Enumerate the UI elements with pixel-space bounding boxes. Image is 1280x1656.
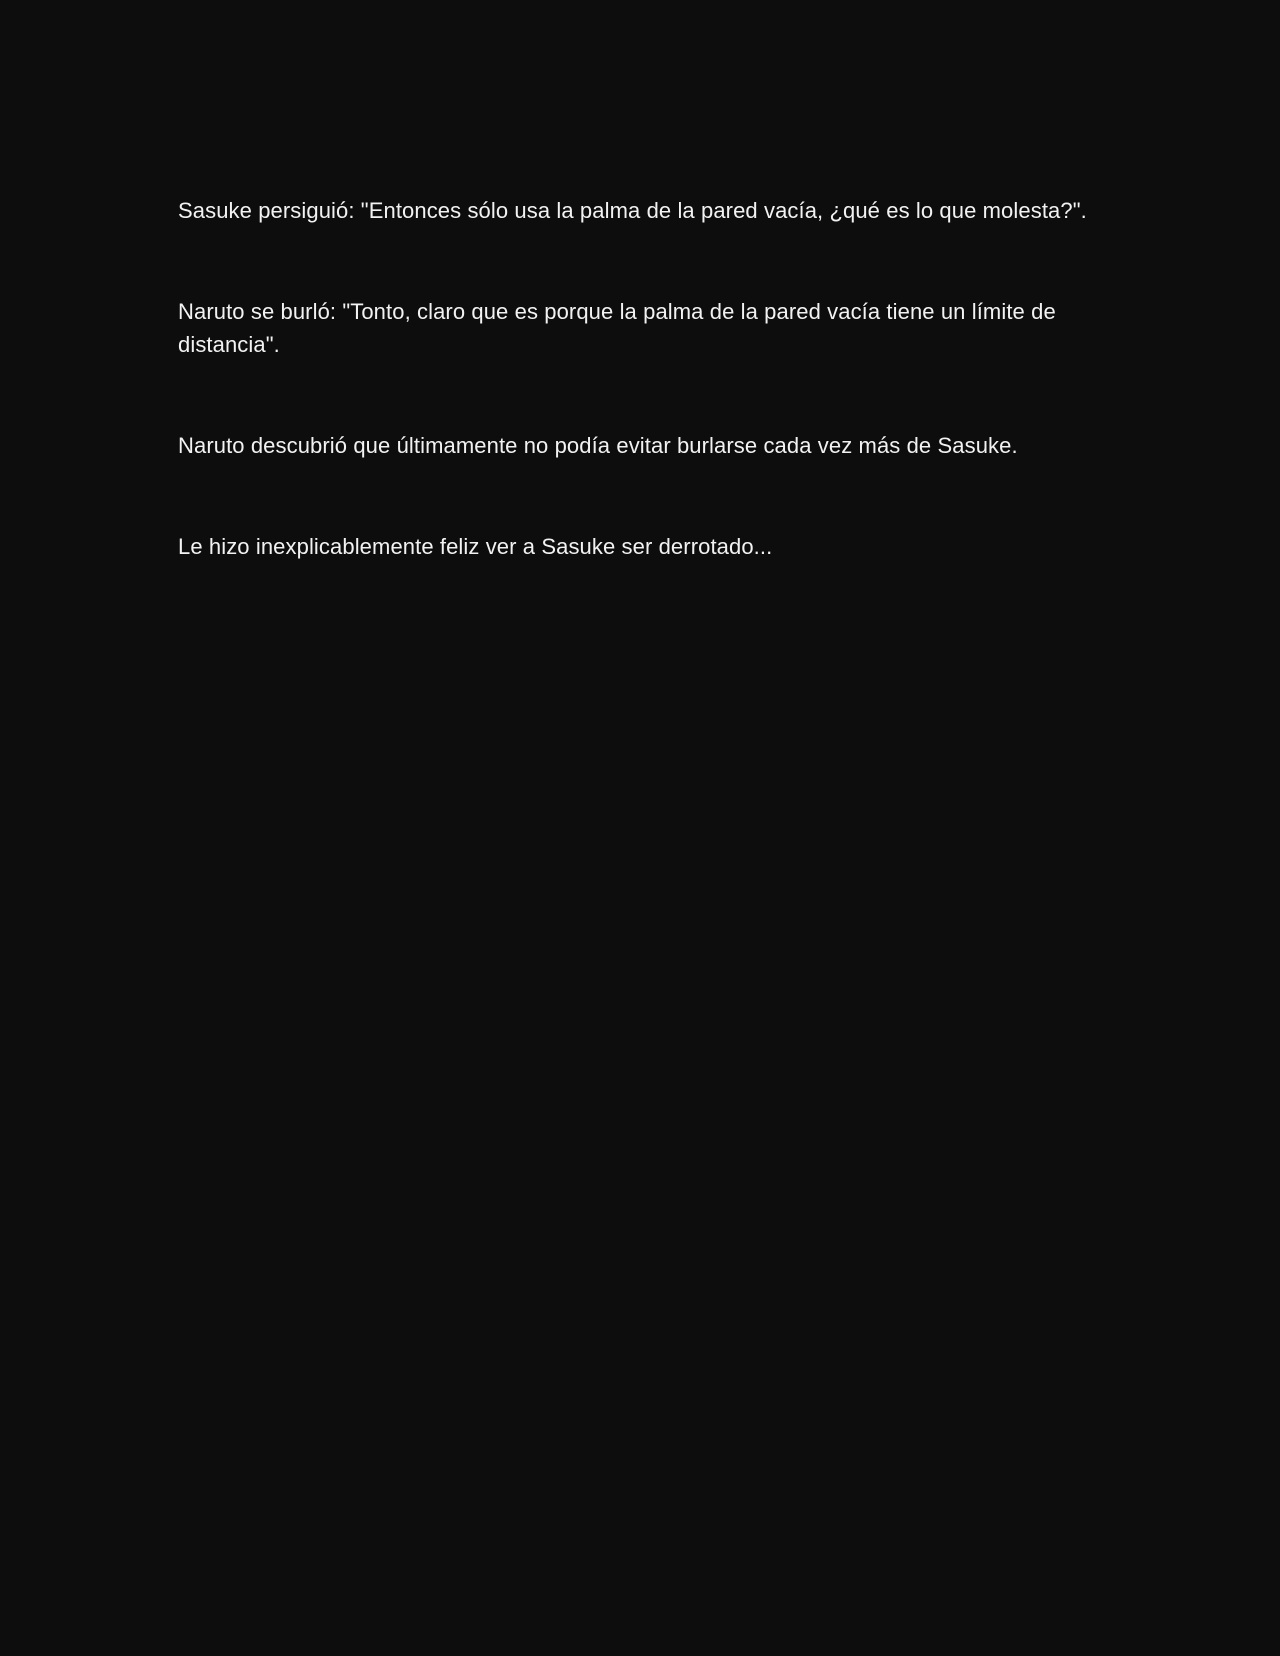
paragraph-1: Sasuke persiguió: "Entonces sólo usa la palma de la pared vacía, ¿qué es lo que molesta?". bbox=[178, 198, 1087, 223]
paragraph-4: Le hizo inexplicablemente feliz ver a Sasuke ser derrotado... bbox=[178, 534, 773, 559]
paragraph-3: Naruto descubrió que últimamente no podía evitar burlarse cada vez más de Sasuke. bbox=[178, 433, 1018, 458]
paragraph-2: Naruto se burló: "Tonto, claro que es porque la palma de la pared vacía tiene un límite de distancia". bbox=[178, 299, 1056, 357]
document-body bbox=[178, 194, 1098, 631]
